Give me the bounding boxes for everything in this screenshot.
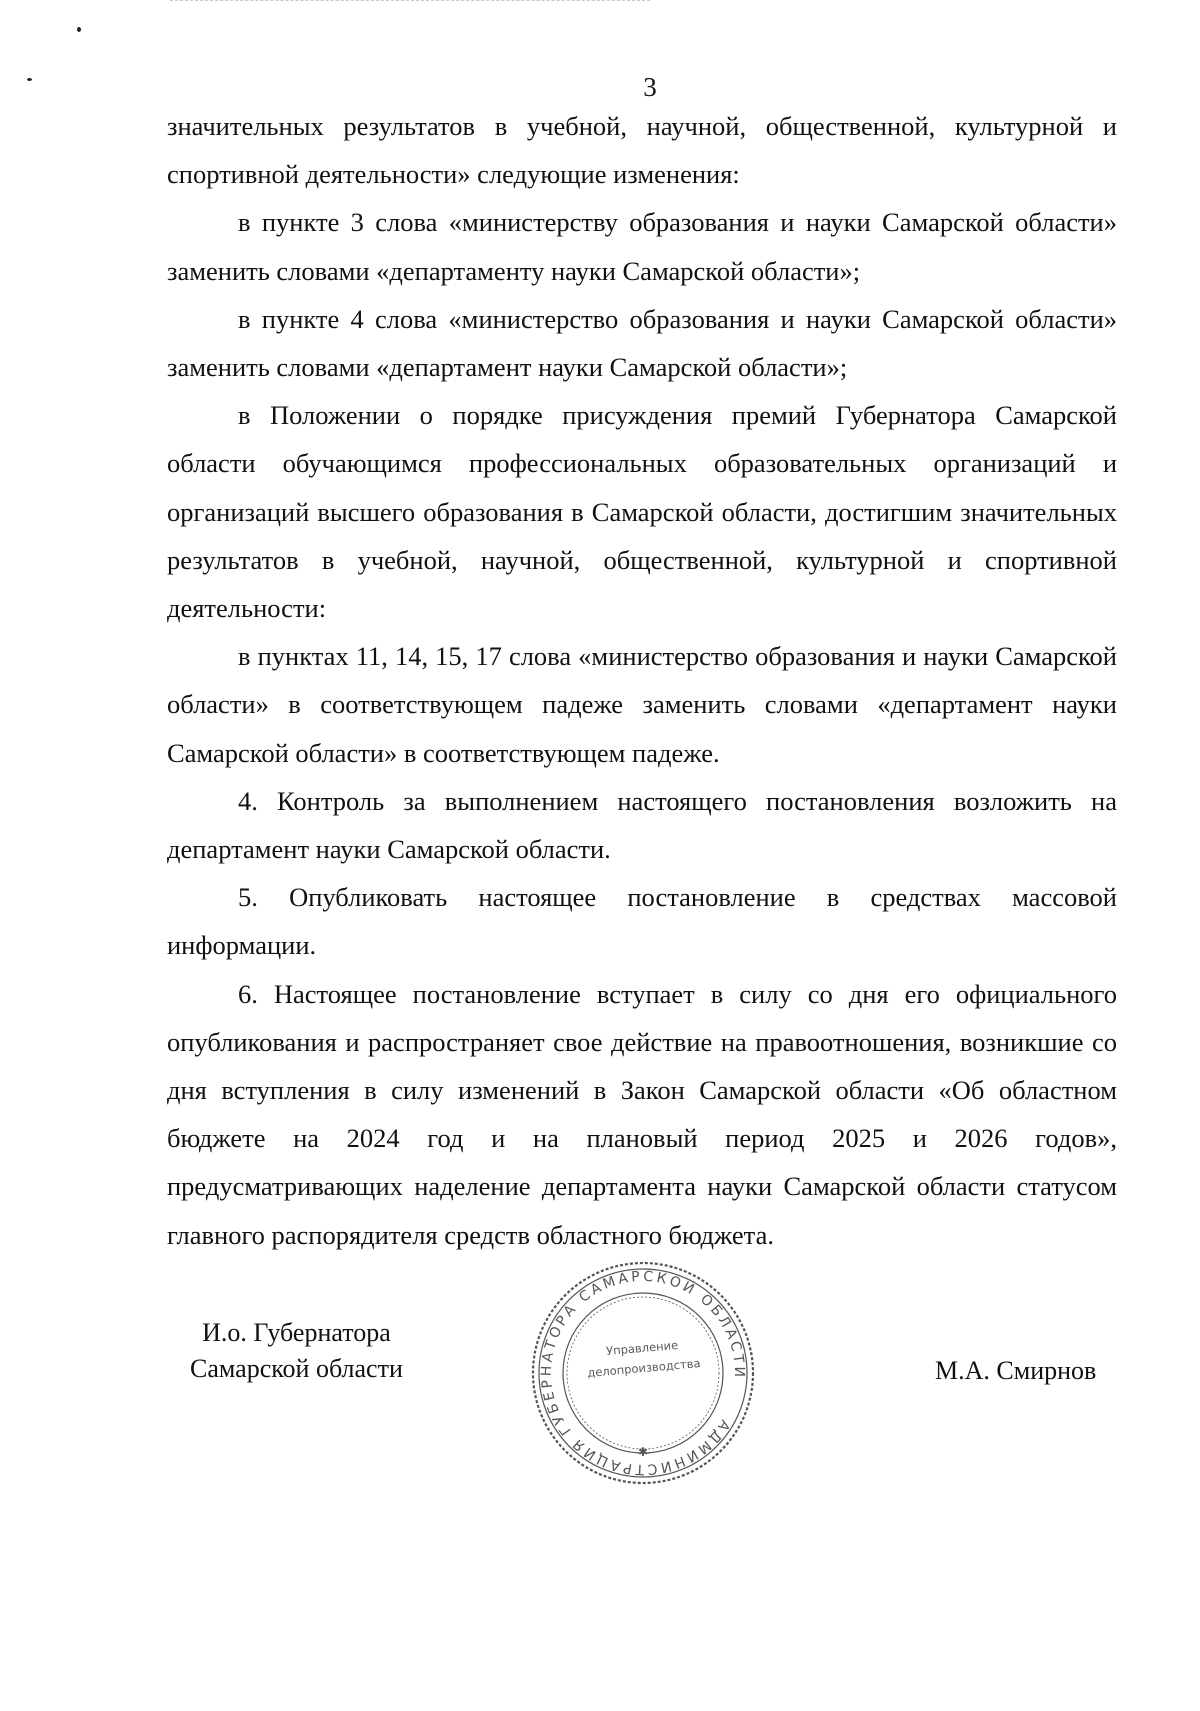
stamp-inner-line: Управление xyxy=(605,1337,679,1359)
signatory-name: М.А. Смирнов xyxy=(935,1356,1097,1385)
paragraph: 4. Контроль за выполнением настоящего постановления возложить на департамент науки Самарской области. xyxy=(167,785,1117,865)
paragraph: в пункте 3 слова «министерству образования и науки Самарской области» заменить словами «департаменту науки Самарской области»; xyxy=(167,207,1117,286)
stamp-inner-line: делопроизводства xyxy=(586,1356,702,1380)
paragraph: 6. Настоящее постановление вступает в силу со дня его официального опубликования и распространяет свое действие на правоотношения, возникшие со дня вступления в силу изменений в Закон Самарской области «Об областном бюджете на 2024 год и на плановый период 2025 и 2026 годов», предусматривающих наделение департамента науки Самарской области статусом главного распорядителя средств областного бюджета. xyxy=(167,978,1117,1250)
paragraph: 5. Опубликовать настоящее постановление в средствах массовой информации. xyxy=(167,882,1117,961)
signatory-title xyxy=(190,1315,403,1387)
signatory-title-line: Самарской области xyxy=(190,1354,403,1383)
paragraph: в пунктах 11, 14, 15, 17 слова «министерство образования и науки Самарской области» в соответствующем падеже заменить словами «департамент науки Самарской области» в соответствующем падеже. xyxy=(167,641,1117,768)
stamp-outer-text: АДМИНИСТРАЦИЯ ГУБЕРНАТОРА САМАРСКОЙ ОБЛАСТИ xyxy=(538,1268,748,1478)
svg-text:✱: ✱ xyxy=(637,1445,649,1459)
scan-artifact-dot xyxy=(77,27,81,32)
scan-top-edge xyxy=(170,0,650,2)
page-number: 3 xyxy=(643,72,657,102)
signatory-title-line: И.о. Губернатора xyxy=(202,1318,391,1347)
paragraph: значительных результатов в учебной, научной, общественной, культурной и спортивной деятельности» следующие изменения: xyxy=(167,111,1117,190)
document-body xyxy=(167,102,1117,1259)
paragraph: в пункте 4 слова «министерство образования и науки Самарской области» заменить словами «департамент науки Самарской области»; xyxy=(167,303,1117,383)
paragraph: в Положении о порядке присуждения премий Губернатора Самарской области обучающимся профессиональных образовательных организаций и организаций высшего образования в Самарской области, достигшим значительных результатов в учебной, научной, общественной, культурной и спортивной деятельности: xyxy=(167,400,1117,624)
